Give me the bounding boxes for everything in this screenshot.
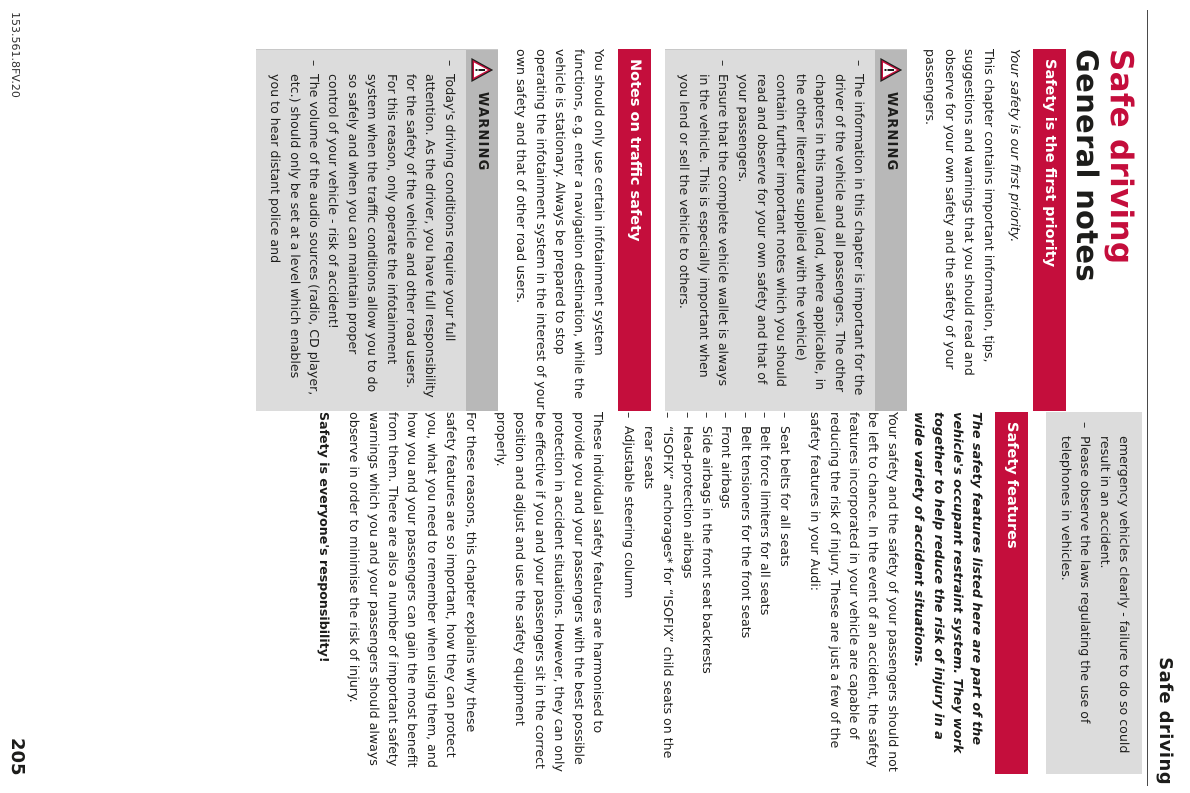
warning-continuation-box	[1046, 412, 1142, 774]
warning-body	[256, 50, 466, 411]
chapter-title: Safe driving	[1103, 49, 1139, 265]
section-paragraph: This chapter contains important information, tips, suggestions and warnings that you should read and observe for your own safety and the safety of your passengers.	[923, 49, 997, 376]
section-lead: Your safety is our first priority.	[1007, 49, 1022, 243]
warning-header	[466, 50, 498, 411]
warning-label: WARNING	[474, 92, 490, 172]
list-item: – Today's driving conditions require your full attention. As the driver, you have full responsibility for the safety of the vehicle and other road users. For this reason, only operate the infotainment system when the traffic conditions allow you to do so safely and when you can maintain proper control of your vehicle - risk of accident!	[324, 60, 460, 399]
warning-label: WARNING	[883, 92, 899, 172]
continuation-text: emergency vehicles clearly - failure to do so could result in an accident.	[1097, 436, 1132, 754]
list-item: – “ISOFIX” anchorages* for “ISOFIX” child seats on the rear seats	[639, 412, 678, 774]
list-item: – The information in this chapter is important for the driver of the vehicle and all passengers. The other chapters in this manual (and, where applicable, in the other literature supplied with the vehicle) contain further important notes which you should read and observe for your own safety and that of your passengers.	[733, 60, 869, 399]
list-item: – Seat belts for all seats	[775, 412, 794, 774]
warning-header	[875, 50, 907, 411]
list-item: – Head-protection airbags	[678, 412, 697, 774]
left-column	[242, 49, 1150, 411]
section-paragraph: These individual safety features are harmonised to provide you and your passengers with the best possible protection in accident situations. However, they can only be effective if you and your passengers sit in the correct position and adjust and use the safety equipment properly.	[494, 412, 607, 772]
section-heading-safety-first: Safety is the first priority	[1033, 49, 1066, 411]
list-item: – The volume of the audio sources (radio, CD player, etc.) should only be set at a level which enables you to hear distant police and	[266, 60, 324, 399]
warning-body	[665, 50, 875, 411]
right-column	[314, 412, 1150, 774]
running-header: Safe driving	[1155, 657, 1176, 785]
safety-feature-list	[620, 412, 795, 774]
section-lead: The safety features listed here are part of the vehicle's occupant restraint system. They work together to help reduce the risk of injury in a wide variety of accident situations.	[911, 412, 985, 754]
section-paragraph: Your safety and the safety of your passengers should not be left to chance. In the event of an accident, the safety features incorporated in your vehicle are capable of reducing the risk of injury. These are just a few of the safety features in your Audi:	[808, 412, 901, 772]
warning-triangle-icon	[471, 58, 493, 82]
page-code: 153.561.8FV.20	[9, 12, 22, 98]
list-item: – Front airbags	[717, 412, 736, 774]
warning-box	[665, 49, 907, 411]
section-heading-traffic-safety: Notes on traffic safety	[618, 49, 651, 411]
list-item: – Belt tensioners for the front seats	[737, 412, 756, 774]
list-item: – Please observe the laws regulating the use of telephones in vehicles.	[1056, 422, 1095, 762]
page-number: 205	[7, 738, 28, 776]
section-heading-safety-features: Safety features	[995, 412, 1028, 774]
section-paragraph: For these reasons, this chapter explains why these safety features are so important, how they can protect you, what you need to remember when using them, and how you and your passengers can gain the most benefit from them. There are also a number of important safety warnings which you and your passengers should always observe in order to minimise the risk of injury.	[347, 412, 479, 768]
chapter-subtitle: General notes	[1070, 49, 1104, 282]
list-item: – Side airbags in the front seat backrests	[698, 412, 717, 774]
warning-box	[256, 49, 498, 411]
section-paragraph: You should only use certain infotainment system functions, e.g. enter a navigation destination, while the vehicle is stationary. Always be prepared to stop operating the infotainment system in the interest of your own safety and that of other road users.	[514, 49, 607, 410]
list-item: – Adjustable steering column	[620, 412, 639, 774]
tagline: Safety is everyone's responsibility!	[316, 412, 332, 663]
list-item: – Belt force limiters for all seats	[756, 412, 775, 774]
warning-triangle-icon	[880, 58, 902, 82]
list-item: – Ensure that the complete vehicle wallet is always in the vehicle. This is especially important when you lend or sell the vehicle to others.	[675, 60, 733, 399]
